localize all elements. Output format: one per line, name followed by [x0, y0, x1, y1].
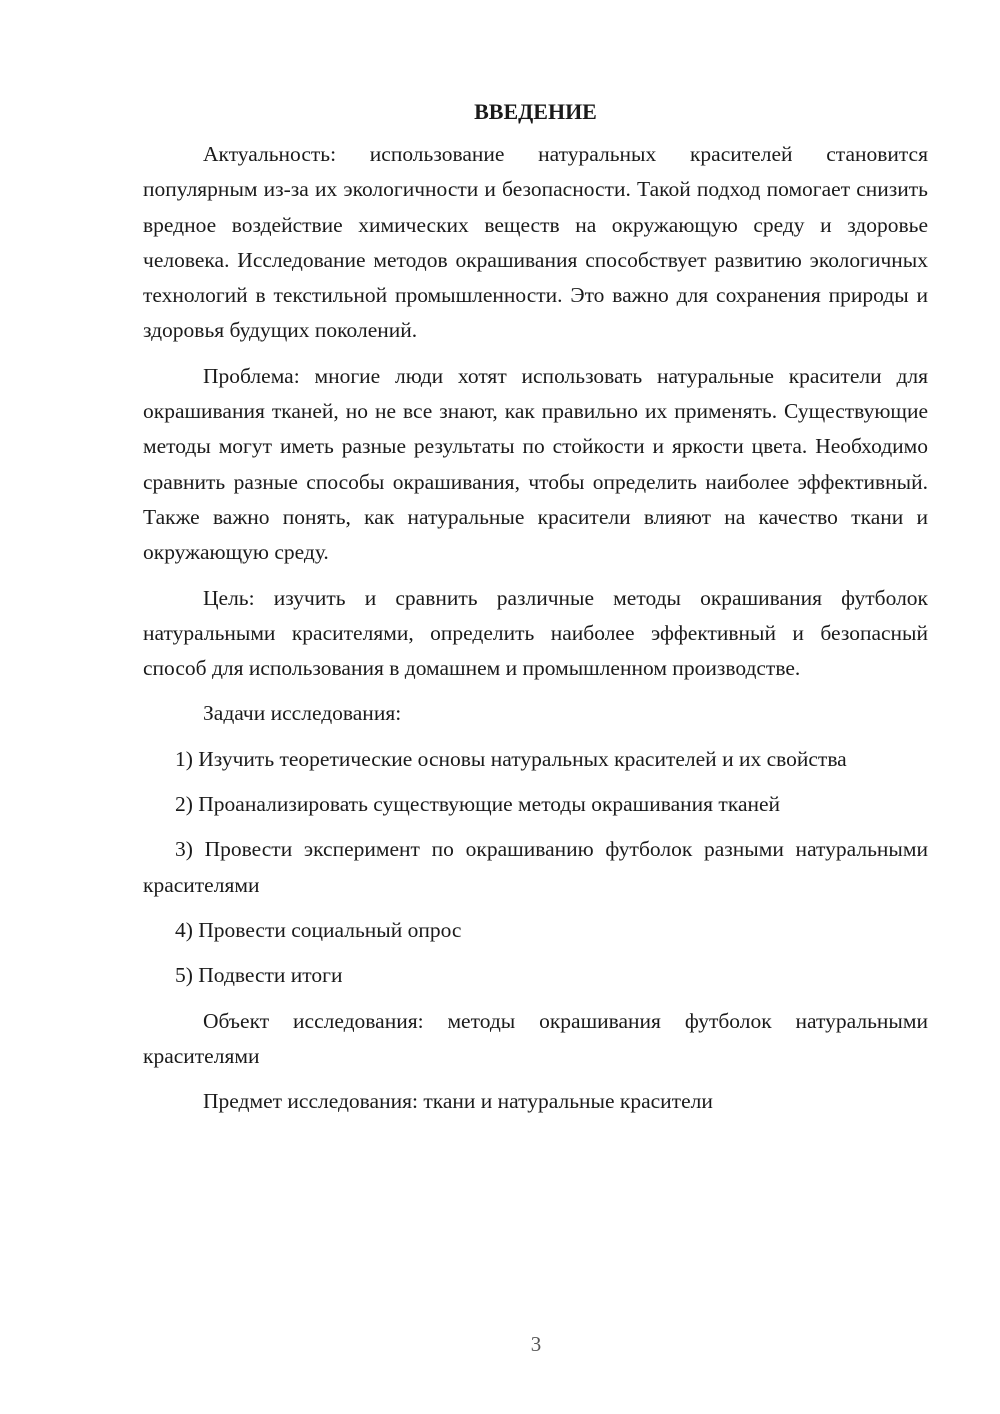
subject-paragraph: Предмет исследования: ткани и натуральные красители — [203, 1089, 713, 1114]
task-item: 5) Подвести итоги — [175, 963, 343, 988]
page-title: ВВЕДЕНИЕ — [474, 99, 597, 124]
task-item: 2) Проанализировать существующие методы окрашивания тканей — [175, 792, 781, 817]
relevance-paragraph: Актуальность: использование натуральных красителей становится популярным из-за их экологичности и безопасности. Такой подход помогает снизить вредное воздействие химических веществ на окружающую среду и здоровье человека. Исследование методов окрашивания способствует развитию экологичных технологий в текстильной промышленности. Это важно для сохранения природы и здоровья будущих поколений. — [143, 142, 928, 343]
object-paragraph: Объект исследования: методы окрашивания футболок натуральными красителями — [143, 1008, 928, 1068]
task-item: 1) Изучить теоретические основы натуральных красителей и их свойства — [175, 746, 847, 771]
tasks-heading: Задачи исследования: — [203, 701, 402, 726]
tasks-list — [143, 742, 928, 994]
goal-paragraph: Цель: изучить и сравнить различные методы окрашивания футболок натуральными красителями, определить наиболее эффективный и безопасный способ для использования в домашнем и промышленном производстве. — [143, 585, 928, 681]
page-content — [143, 94, 928, 1119]
page-number: 3 — [530, 1332, 542, 1356]
task-item: 3) Провести эксперимент по окрашиванию футболок разными натуральными красителями — [143, 837, 928, 897]
task-item: 4) Провести социальный опрос — [175, 917, 462, 942]
problem-paragraph: Проблема: многие люди хотят использовать натуральные красители для окрашивания тканей, но не все знают, как правильно их применять. Существующие методы могут иметь разные результаты по стойкости и яркости цвета. Необходимо сравнить разные способы окрашивания, чтобы определить наиболее эффективный. Также важно понять, как натуральные красители влияют на качество ткани и окружающую среду. — [143, 363, 928, 565]
